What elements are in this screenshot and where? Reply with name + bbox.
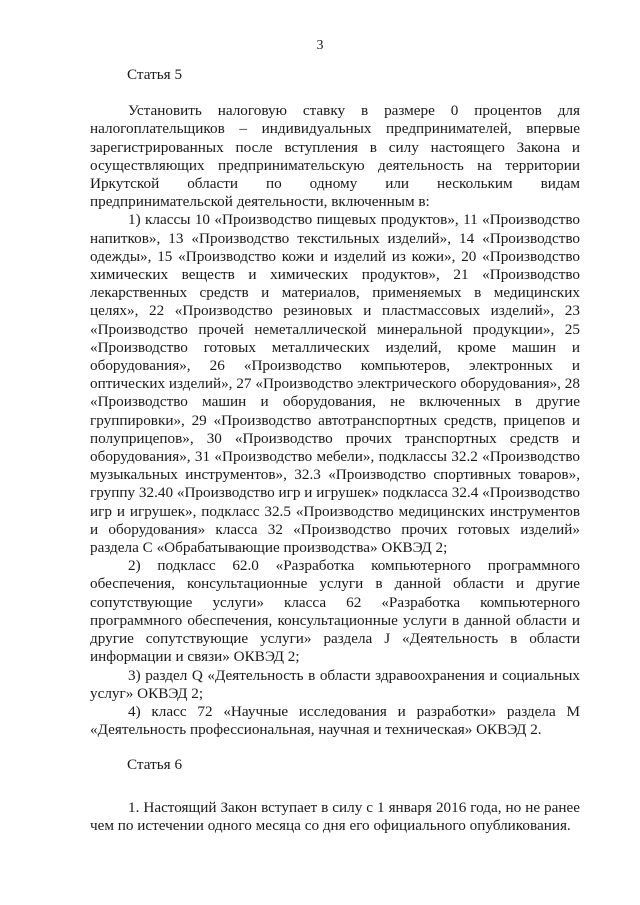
article-5-item-2: 2) подкласс 62.0 «Разработка компьютерного программного обеспечения, консультационные услуги в данной области и другие сопутствующие услуги» класса 62 «Разработка компьютерного программного обеспечения, консультационные услуги в данной области и другие сопутствующие услуги» раздела J «Деятельность в области информации и связи» ОКВЭД 2; — [90, 557, 580, 666]
article-5-item-3: 3) раздел Q «Деятельность в области здравоохранения и социальных услуг» ОКВЭД 2; — [90, 666, 580, 702]
page-number: 3 — [316, 38, 324, 53]
article-6-heading: Статья 6 — [127, 756, 183, 774]
article-5-heading: Статья 5 — [127, 66, 183, 83]
article-6-paragraph-1: 1. Настоящий Закон вступает в силу с 1 января 2016 года, но не ранее чем по истечении одного месяца со дня его официального опубликования. — [90, 798, 580, 834]
article-5-intro: Установить налоговую ставку в размере 0 процентов для налогоплательщиков – индивидуальных предпринимателей, впервые зарегистрированных после вступления в силу настоящего Закона и осуществляющих предпринимательскую деятельность на территории Иркутской области по одному или нескольким видам предпринимательской деятельности, включенным в: — [90, 102, 580, 211]
article-5-item-1: 1) классы 10 «Производство пищевых продуктов», 11 «Производство напитков», 13 «Производство текстильных изделий», 14 «Производство одежды», 15 «Производство кожи и изделий из кожи», 20 «Производство химических веществ и химических продуктов», 21 «Производство лекарственных средств и материалов, применяемых в медицинских целях», 22 «Производство резиновых и пластмассовых изделий», 23 «Производство прочей неметаллической минеральной продукции», 25 «Производство готовых металлических изделий, кроме машин и оборудования», 26 «Производство компьютеров, электронных и оптических изделий», 27 «Производство электрического оборудования», 28 «Производство машин и оборудования, не включенных в другие группировки», 29 «Производство автотранспортных средств, прицепов и полуприцепов», 30 «Производство прочих транспортных средств и оборудования», 31 «Производство мебели», подклассы 32.2 «Производство музыкальных инструментов», 32.3 «Производство спортивных товаров», группу 32.40 «Производство игр и игрушек» подкласса 32.4 «Производство игр и игрушек», подкласс 32.5 «Производство медицинских инструментов и оборудования» класса 32 «Производство прочих готовых изделий» раздела C «Обрабатывающие производства» ОКВЭД 2; — [90, 211, 580, 557]
document-body — [90, 66, 580, 835]
article-5-item-4: 4) класс 72 «Научные исследования и разработки» раздела M «Деятельность профессиональная, научная и техническая» ОКВЭД 2. — [90, 702, 580, 739]
